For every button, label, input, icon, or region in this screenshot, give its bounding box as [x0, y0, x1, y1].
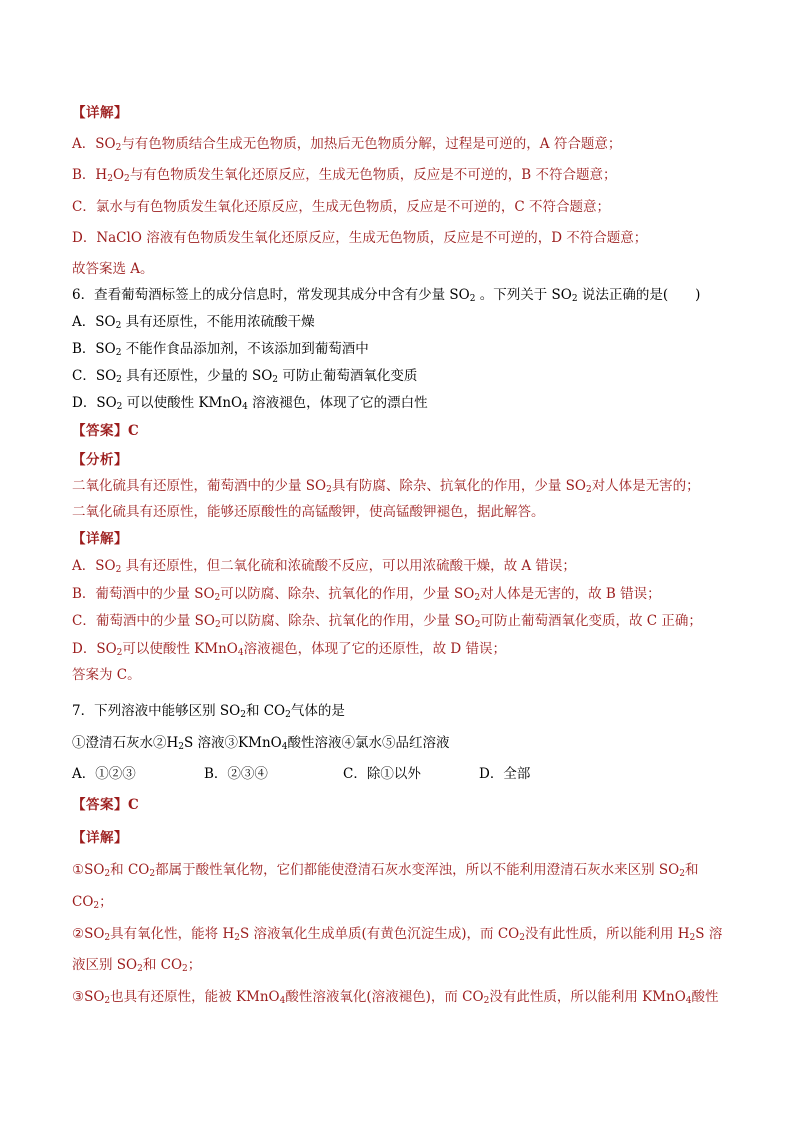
q7-stem: 7．下列溶液中能够区别 $SO_2$和 $CO_2$气体的是 — [72, 703, 345, 720]
q7-answer: 【答案】C — [72, 797, 140, 813]
q6-option-b: B．$SO_2$ 不能作食品添加剂，不该添加到葡萄酒中 — [72, 341, 369, 358]
q6-detail-c: C．葡萄酒中的少量 $SO_2$可以防腐、除杂、抗氧化的作用，少量 $SO_2$可防止葡萄酒氧化变质，故 C 正确； — [72, 613, 702, 630]
q7-detail-3: $③SO_2$也具有还原性，能被 KMnO$_4$酸性溶液氧化(溶液褪色)，而 $CO_2$没有此性质，所以能利用 KMnO$_4$酸性 — [72, 989, 719, 1006]
q6-analysis-1: 二氧化硫具有还原性，葡萄酒中的少量 $SO_2$具有防腐、除杂、抗氧化的作用，少量 $SO_2$对人体是无害的； — [72, 478, 700, 495]
q7-detail-heading: 【详解】 — [72, 830, 128, 846]
s1-conclusion: 故答案选 A。 — [72, 261, 154, 277]
q6-conclusion: 答案为 C。 — [72, 667, 141, 683]
q7-option-d: D．全部 — [479, 766, 531, 782]
q7-detail-2: $②SO_2$具有氧化性，能将 $H_2S$ 溶液氧化生成单质(有黄色沉淀生成)，而 $CO_2$没有此性质，所以能利用 $H_2S$ 溶 — [72, 926, 723, 943]
q6-detail-d: D．$SO_2$可以使酸性 KMnO$_4$溶液褪色，体现了它的还原性，故 D 错误； — [72, 641, 506, 658]
q6-stem: 6．查看葡萄酒标签上的成分信息时，常发现其成分中含有少量 $SO_2$ 。下列关于 $SO_2$ 说法正确的是( ) — [72, 287, 701, 304]
q6-analysis-2: 二氧化硫具有还原性，能够还原酸性的高锰酸钾，使高锰酸钾褪色，据此解答。 — [72, 504, 545, 520]
s1-option-b: B．$H_2O_2$与有色物质发生氧化还原反应，生成无色物质，反应是不可逆的，B 不符合题意； — [72, 167, 617, 184]
q7-option-a: A．①②③ — [72, 766, 136, 782]
s1-option-d: D．NaClO 溶液有色物质发生氧化还原反应，生成无色物质，反应是不可逆的，D 不符合题意； — [72, 230, 648, 246]
q7-detail-1: $①SO_2$和 $CO_2$都属于酸性氧化物，它们都能使澄清石灰水变浑浊，所以不能利用澄清石灰水来区别 $SO_2$和 — [72, 862, 699, 879]
q6-detail-heading: 【详解】 — [72, 531, 128, 547]
q6-option-c: C．$SO_2$ 具有还原性，少量的 $SO_2$ 可防止葡萄酒氧化变质 — [72, 368, 418, 385]
q7-detail-2-cont: 液区别 $SO_2$和 $CO_2$； — [72, 957, 202, 974]
q6-detail-a: A．$SO_2$ 具有还原性，但二氧化硫和浓硫酸不反应，可以用浓硫酸干燥，故 A 错误； — [72, 558, 576, 575]
q7-items: ①澄清石灰水$②H_2S$ 溶液③KMnO$_4$酸性溶液④氯水⑤品红溶液 — [72, 735, 450, 752]
q7-option-b: B．②③④ — [204, 766, 268, 782]
s1-option-c: C．氯水与有色物质发生氧化还原反应，生成无色物质，反应是不可逆的，C 不符合题意； — [72, 199, 610, 215]
s1-option-a: A．$SO_2$与有色物质结合生成无色物质，加热后无色物质分解，过程是可逆的，A 符合题意； — [72, 136, 622, 153]
q7-option-c: C．除①以外 — [343, 766, 421, 782]
q6-analysis-heading: 【分析】 — [72, 452, 128, 468]
q6-detail-b: B．葡萄酒中的少量 $SO_2$可以防腐、除杂、抗氧化的作用，少量 $SO_2$对人体是无害的，故 B 错误； — [72, 586, 661, 603]
q6-option-d: D．$SO_2$ 可以使酸性 KMnO$_4$ 溶液褪色，体现了它的漂白性 — [72, 395, 428, 412]
q7-options — [72, 765, 732, 783]
q6-option-a: A．$SO_2$ 具有还原性，不能用浓硫酸干燥 — [72, 314, 315, 331]
q6-answer: 【答案】C — [72, 423, 140, 439]
q7-detail-1-cont: $CO_2$； — [72, 894, 113, 911]
detail-heading: 【详解】 — [72, 105, 128, 121]
